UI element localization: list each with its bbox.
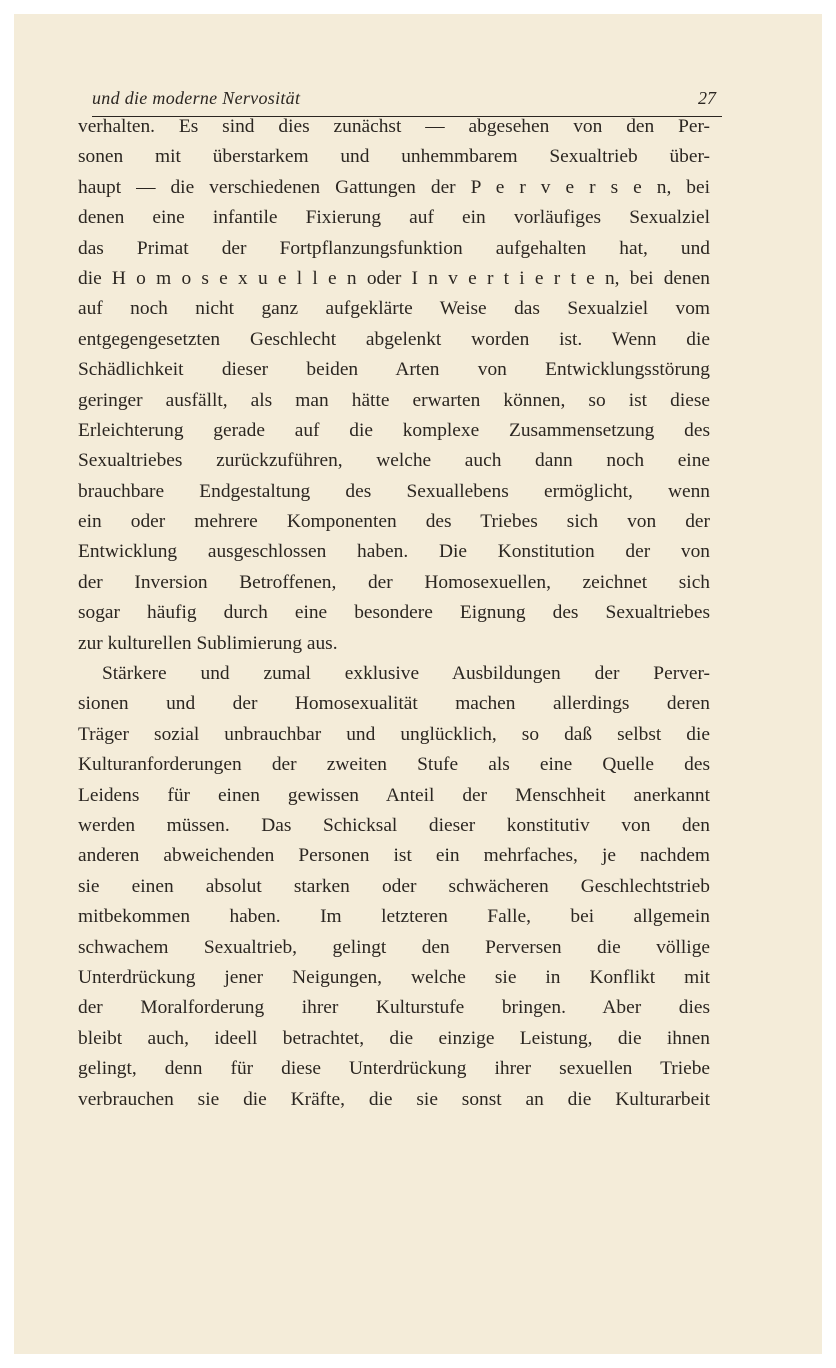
text-line: verbrauchen sie die Kräfte, die sie sonst an die Kulturarbeit <box>78 1088 710 1110</box>
text-line: bleibt auch, ideell betrachtet, die einzige Leistung, die ihnen <box>78 1027 710 1049</box>
text-line: gelingt, denn für diese Unterdrückung ihrer sexuellen Triebe <box>78 1058 710 1080</box>
paragraph-start-line: Stärkere und zumal exklusive Ausbildungen der Perver- <box>102 663 710 685</box>
text-line: sonen mit überstarkem und unhemmbarem Sexualtrieb über- <box>78 146 710 168</box>
text-line: mitbekommen haben. Im letzteren Falle, bei allgemein <box>78 906 710 928</box>
text-line: Schädlichkeit dieser beiden Arten von Entwicklungsstörung <box>78 359 710 381</box>
text-line: werden müssen. Das Schicksal dieser konstitutiv von den <box>78 814 710 836</box>
text-line: verhalten. Es sind dies zunächst — abgesehen von den Per- <box>78 116 710 137</box>
text-line: sogar häufig durch eine besondere Eignung des Sexualtriebes <box>78 602 710 624</box>
running-title: und die moderne Nervosität <box>92 88 301 108</box>
text-line: denen eine infantile Fixierung auf ein vorläufiges Sexualziel <box>78 207 710 229</box>
text-line: sionen und der Homosexualität machen allerdings deren <box>78 693 710 715</box>
text-line: anderen abweichenden Personen ist ein mehrfaches, je nachdem <box>78 845 710 867</box>
text-line: sie einen absolut starken oder schwächeren Geschlechtstrieb <box>78 875 710 897</box>
text-line: haupt — die verschiedenen Gattungen der P e r v e r s e n, bei <box>78 176 710 198</box>
text-line: das Primat der Fortpflanzungsfunktion aufgehalten hat, und <box>78 237 710 259</box>
text-line: brauchbare Endgestaltung des Sexuallebens ermöglicht, wenn <box>78 480 710 502</box>
text-line: Träger sozial unbrauchbar und unglücklich, so daß selbst die <box>78 723 710 745</box>
text-line: Erleichterung gerade auf die komplexe Zusammensetzung des <box>78 419 710 441</box>
text-line: die H o m o s e x u e l l e n oder I n v e r t i e r t e n, bei denen <box>78 267 710 289</box>
text-line: der Inversion Betroffenen, der Homosexuellen, zeichnet sich <box>78 571 710 593</box>
text-line: Unterdrückung jener Neigungen, welche sie in Konflikt mit <box>78 966 710 988</box>
text-line: Sexualtriebes zurückzuführen, welche auch dann noch eine <box>78 450 710 472</box>
text-line: geringer ausfällt, als man hätte erwarten können, so ist diese <box>78 389 710 411</box>
text-line: Kulturanforderungen der zweiten Stufe als eine Quelle des <box>78 754 710 776</box>
page-number: 27 <box>698 88 716 108</box>
text-line: auf noch nicht ganz aufgeklärte Weise das Sexualziel vom <box>78 298 710 320</box>
text-line: Leidens für einen gewissen Anteil der Menschheit anerkannt <box>78 784 710 806</box>
paragraph-end-line: zur kulturellen Sublimierung aus. <box>78 632 338 654</box>
text-line: ein oder mehrere Komponenten des Triebes sich von der <box>78 511 710 533</box>
text-line: schwachem Sexualtrieb, gelingt den Perversen die völlige <box>78 936 710 958</box>
body-text <box>78 112 710 1115</box>
text-line: der Moralforderung ihrer Kulturstufe bringen. Aber dies <box>78 997 710 1019</box>
text-line: entgegengesetzten Geschlecht abgelenkt worden ist. Wenn die <box>78 328 710 350</box>
text-line: Entwicklung ausgeschlossen haben. Die Konstitution der von <box>78 541 710 563</box>
